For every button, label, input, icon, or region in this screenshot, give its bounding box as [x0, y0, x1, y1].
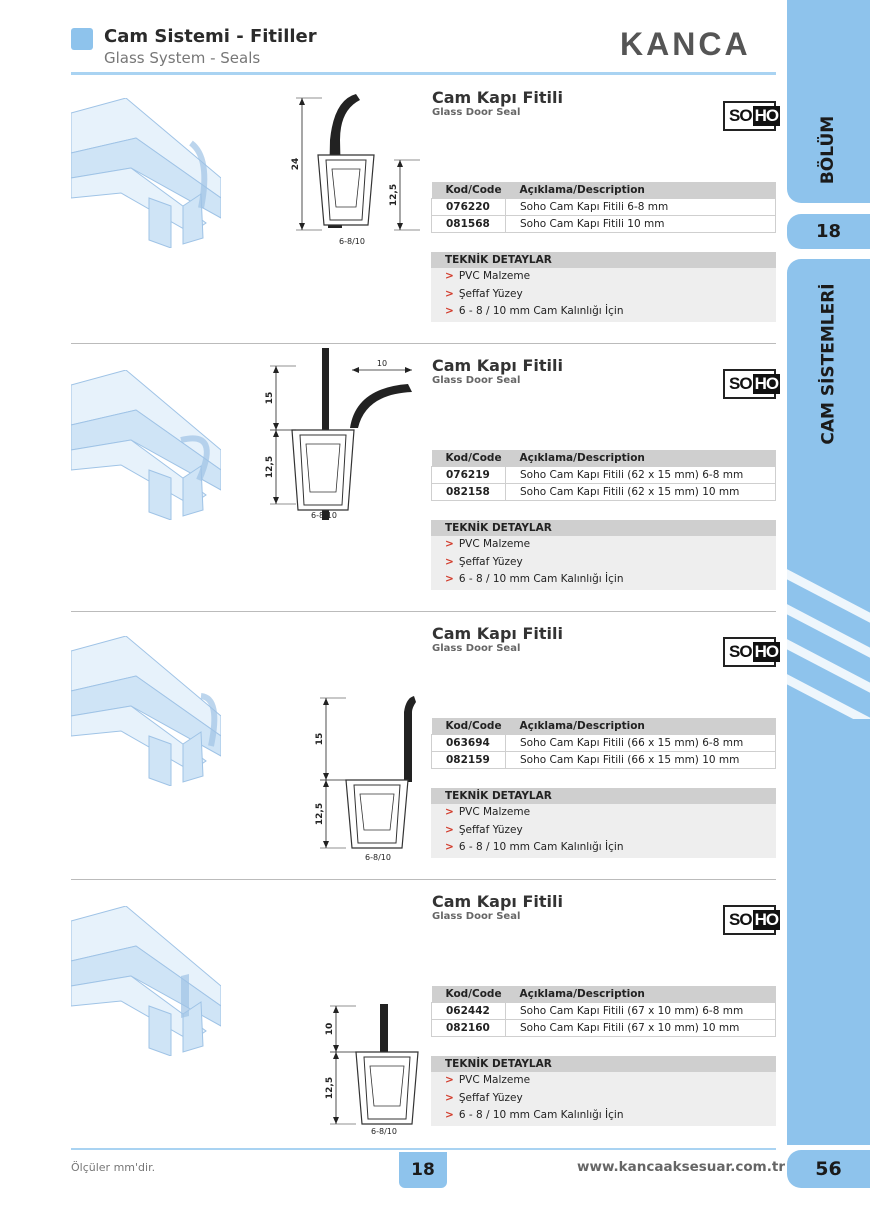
soho-logo: SO HO: [723, 637, 776, 667]
product-subtitle: Glass Door Seal: [432, 911, 521, 922]
technical-details-header: TEKNİK DETAYLAR: [431, 1056, 776, 1072]
detail-item: [431, 536, 776, 554]
product-photo: [71, 906, 221, 1056]
description-column-header: Açıklama/Description: [506, 718, 776, 734]
table-row: [432, 215, 776, 232]
detail-text: 6 - 8 / 10 mm Cam Kalınlığı İçin: [458, 1109, 624, 1121]
product-code: 081568: [432, 215, 506, 232]
description-column-header: Açıklama/Description: [506, 986, 776, 1002]
detail-item: [431, 303, 776, 321]
chevron-right-icon: >: [445, 270, 454, 282]
product-description: Soho Cam Kapı Fitili 6-8 mm: [506, 198, 776, 215]
product-title: Cam Kapı Fitili: [432, 356, 563, 375]
technical-details: [431, 788, 776, 858]
dimension-label: 6-8/10: [339, 237, 365, 246]
chevron-right-icon: >: [445, 538, 454, 550]
dimension-label: 15: [265, 391, 275, 405]
product-subtitle: Glass Door Seal: [432, 643, 521, 654]
soho-logo: SO HO: [723, 905, 776, 935]
detail-item: [431, 554, 776, 572]
product-code-table: [431, 450, 776, 501]
product-code: 063694: [432, 734, 506, 751]
product-photo: [71, 98, 221, 248]
detail-text: Şeffaf Yüzey: [458, 287, 523, 300]
table-row: [432, 483, 776, 500]
detail-item: [431, 822, 776, 840]
dimension-label: 6-8/10: [311, 511, 337, 520]
code-column-header: Kod/Code: [432, 986, 506, 1002]
sidebar-category-label: CAM SİSTEMLERİ: [818, 283, 839, 445]
product-description: Soho Cam Kapı Fitili (62 x 15 mm) 10 mm: [506, 483, 776, 500]
page-subtitle: Glass System - Seals: [104, 49, 261, 67]
table-row: [432, 1002, 776, 1019]
product-description: Soho Cam Kapı Fitili 10 mm: [506, 215, 776, 232]
chevron-right-icon: >: [445, 1091, 454, 1104]
section-divider: [71, 879, 776, 880]
footer-rule: [71, 1148, 776, 1150]
detail-text: PVC Malzeme: [458, 1074, 531, 1086]
product-title: Cam Kapı Fitili: [432, 892, 563, 911]
technical-details-header: TEKNİK DETAYLAR: [431, 252, 776, 268]
chevron-right-icon: >: [445, 1109, 454, 1121]
product-code-table: [431, 986, 776, 1037]
sidebar: [787, 0, 870, 1145]
technical-details-header: TEKNİK DETAYLAR: [431, 788, 776, 804]
product-title: Cam Kapı Fitili: [432, 624, 563, 643]
technical-drawing: [312, 692, 422, 862]
product-code: 076220: [432, 198, 506, 215]
brand-logo: KANCA: [620, 26, 751, 62]
product-subtitle: Glass Door Seal: [432, 107, 521, 118]
product-code-table: [431, 718, 776, 769]
dimension-label: 10: [376, 359, 388, 368]
detail-text: PVC Malzeme: [458, 538, 531, 550]
header-color-square: [71, 28, 93, 50]
detail-item: [431, 1090, 776, 1108]
page-title: Cam Sistemi - Fitiller: [104, 26, 317, 47]
detail-text: 6 - 8 / 10 mm Cam Kalınlığı İçin: [458, 573, 624, 585]
detail-text: 6 - 8 / 10 mm Cam Kalınlığı İçin: [458, 305, 624, 317]
detail-text: Şeffaf Yüzey: [458, 823, 523, 836]
footer-website-link[interactable]: www.kancaaksesuar.com.tr: [577, 1159, 785, 1175]
product-code-table: [431, 182, 776, 233]
chevron-right-icon: >: [445, 287, 454, 300]
detail-item: [431, 804, 776, 822]
chevron-right-icon: >: [445, 841, 454, 853]
dimension-label: 15: [315, 732, 325, 746]
product-code: 082159: [432, 751, 506, 768]
table-row: [432, 198, 776, 215]
detail-text: 6 - 8 / 10 mm Cam Kalınlığı İçin: [458, 841, 624, 853]
technical-details: [431, 1056, 776, 1126]
dimension-label: 6-8/10: [365, 853, 391, 862]
product-description: Soho Cam Kapı Fitili (62 x 15 mm) 6-8 mm: [506, 466, 776, 483]
dimension-label: 12,5: [325, 1076, 335, 1100]
footer-note: Ölçüler mm'dir.: [71, 1161, 156, 1174]
detail-item: [431, 839, 776, 857]
detail-item: [431, 286, 776, 304]
technical-drawing: [290, 90, 420, 250]
dimension-label: 10: [325, 1022, 335, 1036]
section-divider: [71, 611, 776, 612]
detail-text: Şeffaf Yüzey: [458, 1091, 523, 1104]
chevron-right-icon: >: [445, 573, 454, 585]
code-column-header: Kod/Code: [432, 450, 506, 466]
chevron-right-icon: >: [445, 305, 454, 317]
detail-text: PVC Malzeme: [458, 270, 531, 282]
detail-item: [431, 571, 776, 589]
table-row: [432, 1019, 776, 1036]
dimension-label: 12,5: [315, 802, 325, 826]
section-divider: [71, 343, 776, 344]
dimension-label: 6-8/10: [371, 1127, 397, 1136]
sidebar-section-label: BÖLÜM: [818, 115, 839, 185]
detail-item: [431, 1107, 776, 1125]
footer-chapter: 18: [399, 1152, 447, 1188]
description-column-header: Açıklama/Description: [506, 450, 776, 466]
dimension-label: 12,5: [265, 455, 275, 479]
sidebar-section-number: 18: [787, 214, 870, 249]
product-photo: [71, 636, 221, 786]
dimension-label: 12,5: [389, 183, 399, 207]
product-title: Cam Kapı Fitili: [432, 88, 563, 107]
sidebar-category-tab: [787, 259, 870, 1145]
detail-text: Şeffaf Yüzey: [458, 555, 523, 568]
product-photo: [71, 370, 221, 520]
product-code: 082158: [432, 483, 506, 500]
detail-item: [431, 268, 776, 286]
technical-details: [431, 520, 776, 590]
product-code: 082160: [432, 1019, 506, 1036]
product-description: Soho Cam Kapı Fitili (67 x 10 mm) 10 mm: [506, 1019, 776, 1036]
table-row: [432, 466, 776, 483]
chevron-right-icon: >: [445, 823, 454, 836]
sidebar-stripes: [787, 559, 870, 719]
detail-text: PVC Malzeme: [458, 806, 531, 818]
technical-details: [431, 252, 776, 322]
chevron-right-icon: >: [445, 1074, 454, 1086]
chevron-right-icon: >: [445, 555, 454, 568]
product-description: Soho Cam Kapı Fitili (66 x 15 mm) 6-8 mm: [506, 734, 776, 751]
table-row: [432, 751, 776, 768]
detail-item: [431, 1072, 776, 1090]
dimension-label: 24: [291, 157, 301, 171]
soho-logo: SO HO: [723, 369, 776, 399]
technical-details-header: TEKNİK DETAYLAR: [431, 520, 776, 536]
soho-logo: SO HO: [723, 101, 776, 131]
code-column-header: Kod/Code: [432, 718, 506, 734]
product-description: Soho Cam Kapı Fitili (67 x 10 mm) 6-8 mm: [506, 1002, 776, 1019]
product-code: 062442: [432, 1002, 506, 1019]
header-rule: [71, 72, 776, 75]
code-column-header: Kod/Code: [432, 182, 506, 198]
chevron-right-icon: >: [445, 806, 454, 818]
footer-page-number: 56: [787, 1150, 870, 1188]
product-description: Soho Cam Kapı Fitili (66 x 15 mm) 10 mm: [506, 751, 776, 768]
product-subtitle: Glass Door Seal: [432, 375, 521, 386]
description-column-header: Açıklama/Description: [506, 182, 776, 198]
product-code: 076219: [432, 466, 506, 483]
table-row: [432, 734, 776, 751]
technical-drawing: [318, 998, 428, 1138]
technical-drawing: [262, 348, 422, 520]
